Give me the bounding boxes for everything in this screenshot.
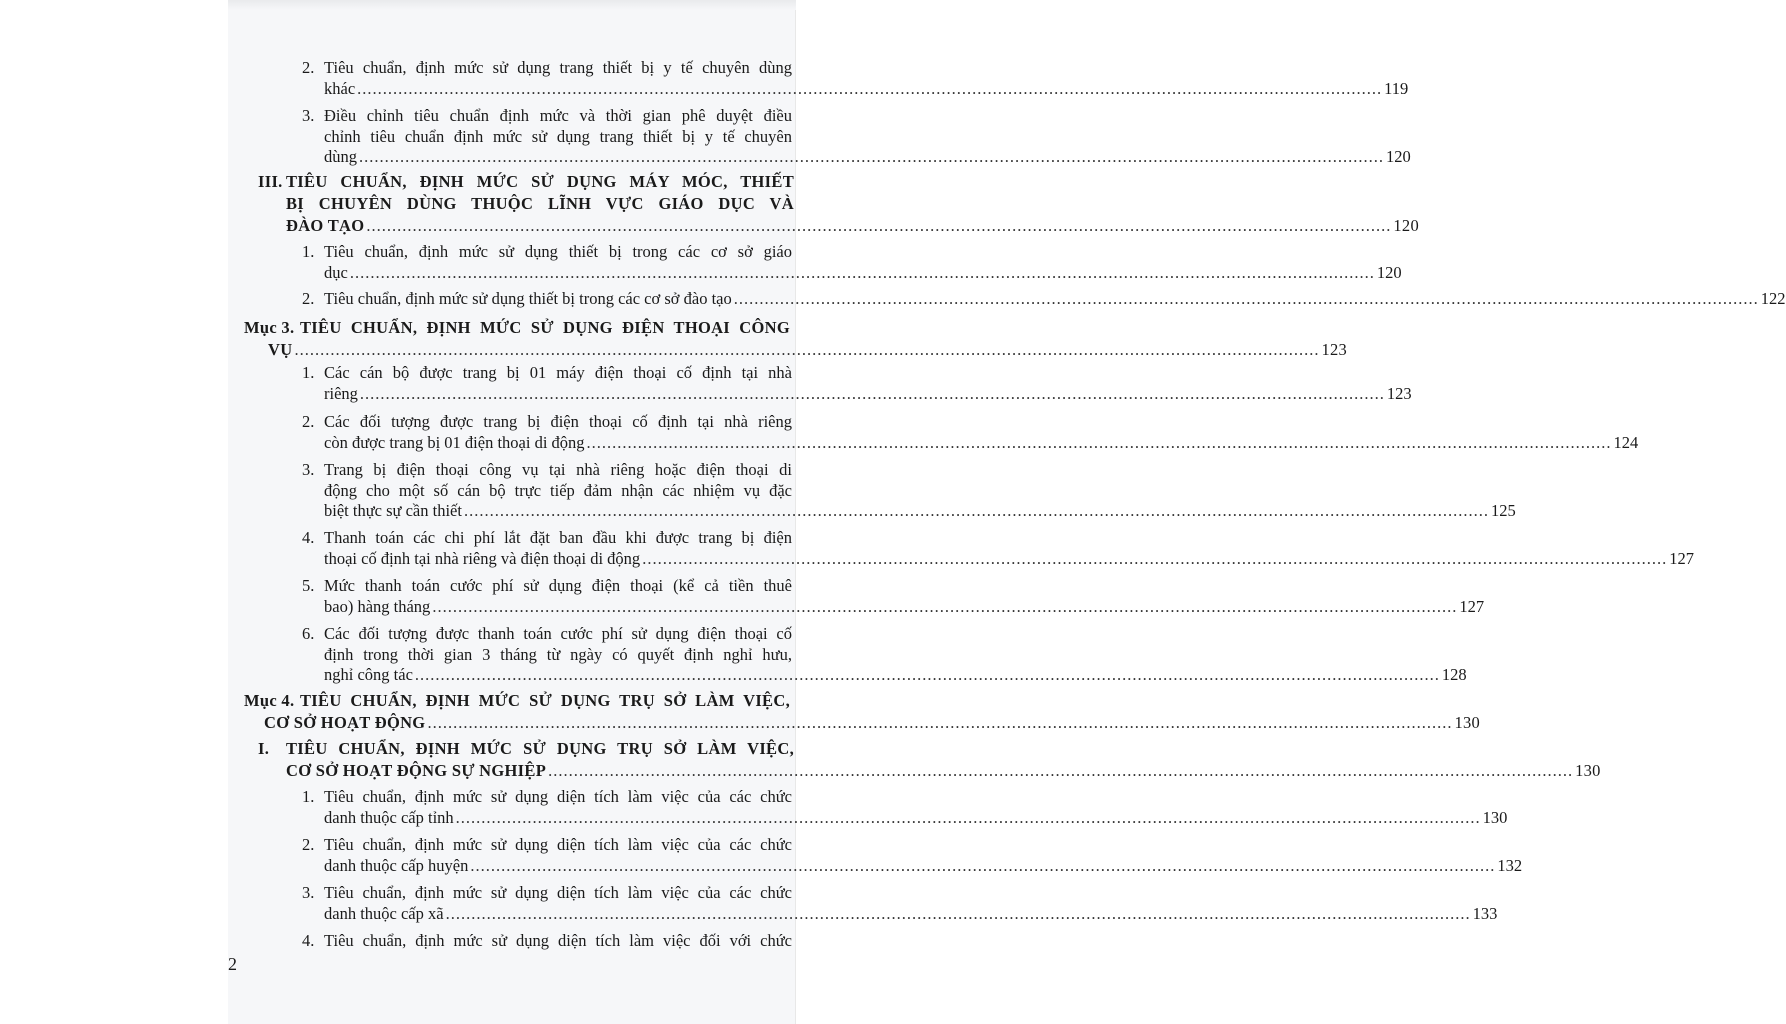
toc-entry-number: 3. bbox=[302, 106, 315, 125]
toc-entry-leader-line bbox=[324, 147, 1411, 167]
toc-entry-leader-line bbox=[324, 855, 1523, 876]
toc-entry-number: 2. bbox=[302, 412, 315, 431]
toc-entry-text-end: nghỉ công tác bbox=[324, 665, 413, 684]
toc-entry-text-line: TIÊU CHUẨN, ĐỊNH MỨC SỬ DỤNG MÁY MÓC, THIẾT bbox=[286, 172, 794, 191]
toc-entry-number: 2. bbox=[302, 289, 315, 308]
toc-entry-text-end: VỤ bbox=[268, 340, 293, 359]
dot-leader: ........................................................................................................................................................................................................ bbox=[357, 78, 1383, 98]
toc-entry-text-end: bao) hàng tháng bbox=[324, 596, 431, 616]
toc-entry-text-line: Điều chỉnh tiêu chuẩn định mức và thời gian phê duyệt điều bbox=[324, 106, 792, 125]
toc-entry-page: 124 bbox=[1613, 432, 1639, 452]
toc-entry-text-end: dục bbox=[324, 262, 348, 282]
toc-entry-text-line: Tiêu chuẩn, định mức sử dụng diện tích làm việc đối với chức bbox=[324, 931, 792, 950]
dot-leader: ........................................................................................................................................................................................................ bbox=[366, 216, 1392, 235]
toc-entry-text-line: Trang bị điện thoại công vụ tại nhà riêng hoặc điện thoại di bbox=[324, 460, 792, 479]
toc-entry-number: 5. bbox=[302, 576, 315, 595]
toc-entry-number: 1. bbox=[302, 787, 315, 806]
toc-entry-text-line: Các đối tượng được thanh toán cước phí sử dụng điện thoại cố bbox=[324, 624, 792, 643]
toc-entry-page: 122 bbox=[1760, 289, 1786, 308]
dot-leader: ........................................................................................................................................................................................................ bbox=[359, 383, 1385, 403]
toc-entry-page: 128 bbox=[1441, 665, 1467, 684]
toc-entry-leader-line bbox=[324, 807, 1508, 828]
toc-entry-page: 130 bbox=[1482, 807, 1508, 827]
toc-entry-number: Mục 3. bbox=[244, 318, 295, 337]
toc-entry-leader-line bbox=[324, 596, 1485, 617]
toc-entry-text-end: CƠ SỞ HOẠT ĐỘNG SỰ NGHIỆP bbox=[286, 761, 547, 780]
toc-entry-page: 130 bbox=[1575, 761, 1601, 780]
toc-entry-number: 4. bbox=[302, 528, 315, 547]
toc-entry-leader-line bbox=[324, 383, 1412, 404]
toc-entry-leader-line bbox=[324, 262, 1402, 283]
toc-entry-text-line: Thanh toán các chi phí lắt đặt ban đầu khi được trang bị điện bbox=[324, 528, 792, 547]
dot-leader: ........................................................................................................................................................................................................ bbox=[414, 665, 1440, 684]
dot-leader: ........................................................................................................................................................................................................ bbox=[586, 432, 1612, 452]
toc-entry-text-line: chỉnh tiêu chuẩn định mức sử dụng trang thiết bị y tế chuyên bbox=[324, 126, 792, 146]
toc-entry-number: 2. bbox=[302, 835, 315, 854]
toc-entry-leader-line bbox=[324, 665, 1467, 685]
toc-entry-text-end: ĐÀO TẠO bbox=[286, 216, 365, 235]
toc-entry-text-line: Tiêu chuẩn, định mức sử dụng diện tích làm việc của các chức bbox=[324, 787, 792, 806]
toc-entry-text-line: Các cán bộ được trang bị 01 máy điện thoại cố định tại nhà bbox=[324, 363, 792, 382]
toc-entry-text-end: danh thuộc cấp huyện bbox=[324, 855, 469, 875]
toc-entry-number: 1. bbox=[302, 363, 315, 382]
toc-entry-text-end: danh thuộc cấp tỉnh bbox=[324, 807, 454, 827]
toc-entry-number: 6. bbox=[302, 624, 315, 643]
page-number: 2 bbox=[228, 954, 237, 974]
toc-entry-text-end: dùng bbox=[324, 147, 357, 166]
toc-entry-text-end: Tiêu chuẩn, định mức sử dụng thiết bị trong các cơ sở đào tạo bbox=[324, 289, 732, 308]
toc-entry-text-line: Tiêu chuẩn, định mức sử dụng diện tích làm việc của các chức bbox=[324, 835, 792, 854]
toc-entry-page: 123 bbox=[1386, 383, 1412, 403]
dot-leader: ........................................................................................................................................................................................................ bbox=[455, 807, 1481, 827]
toc-entry-number: Mục 4. bbox=[244, 691, 295, 710]
toc-entry-page: 120 bbox=[1386, 147, 1411, 166]
dot-leader: ........................................................................................................................................................................................................ bbox=[463, 501, 1489, 520]
toc-entry-leader-line bbox=[286, 216, 1420, 236]
toc-entry-text-line: Các đối tượng được trang bị điện thoại cố định tại nhà riêng bbox=[324, 412, 792, 431]
toc-entry-leader-line bbox=[324, 78, 1409, 99]
toc-entry-text-end: CƠ SỞ HOẠT ĐỘNG bbox=[264, 713, 426, 732]
toc-entry-text-end: còn được trang bị 01 điện thoại di động bbox=[324, 432, 585, 452]
dot-leader: ........................................................................................................................................................................................................ bbox=[427, 713, 1453, 732]
toc-entry-text-end: biệt thực sự cần thiết bbox=[324, 501, 462, 520]
toc-entry-text-line: Tiêu chuẩn, định mức sử dụng diện tích làm việc của các chức bbox=[324, 883, 792, 902]
toc-entry-leader-line bbox=[324, 903, 1498, 924]
toc-entry-number: I. bbox=[258, 739, 270, 758]
toc-entry-text-line: động cho một số cán bộ trực tiếp đảm nhận các nhiệm vụ đặc bbox=[324, 480, 792, 500]
toc-entry-text-line: TIÊU CHUẨN, ĐỊNH MỨC SỬ DỤNG TRỤ SỞ LÀM VIỆC, bbox=[300, 691, 790, 710]
dot-leader: ........................................................................................................................................................................................................ bbox=[470, 855, 1496, 875]
toc-entry-number: 1. bbox=[302, 242, 315, 261]
toc-entry-page: 125 bbox=[1490, 501, 1516, 520]
toc-entry-text-line: BỊ CHUYÊN DÙNG THUỘC LĨNH VỰC GIÁO DỤC VÀ bbox=[286, 194, 794, 213]
toc-entry-page: 133 bbox=[1472, 903, 1498, 923]
toc-entry-page: 127 bbox=[1669, 548, 1694, 568]
toc-entry-text-line: Tiêu chuẩn, định mức sử dụng trang thiết bị y tế chuyên dùng bbox=[324, 58, 792, 77]
dot-leader: ........................................................................................................................................................................................................ bbox=[294, 340, 1320, 359]
toc-entry-text-line: TIÊU CHUẨN, ĐỊNH MỨC SỬ DỤNG TRỤ SỞ LÀM VIỆC, bbox=[286, 739, 794, 758]
toc-entry-page: 123 bbox=[1321, 340, 1348, 359]
dot-leader: ........................................................................................................................................................................................................ bbox=[642, 548, 1668, 568]
toc-entry-number: 4. bbox=[302, 931, 315, 950]
toc-entry-leader-line bbox=[264, 713, 1481, 733]
toc-entry-number: III. bbox=[258, 172, 283, 191]
toc-entry-text-line: TIÊU CHUẨN, ĐỊNH MỨC SỬ DỤNG ĐIỆN THOẠI CÔNG bbox=[300, 318, 790, 337]
toc-entry-leader-line bbox=[324, 501, 1516, 521]
toc-entry-text-line: Mức thanh toán cước phí sử dụng điện thoại (kể cả tiền thuê bbox=[324, 576, 792, 595]
toc-entry-text-line: định trong thời gian 3 tháng từ ngày có quyết định nghỉ hưu, bbox=[324, 644, 792, 664]
toc-entry-page: 120 bbox=[1393, 216, 1420, 235]
dot-leader: ........................................................................................................................................................................................................ bbox=[359, 147, 1384, 166]
toc-entry-number: 2. bbox=[302, 58, 315, 77]
toc-entry-leader-line bbox=[324, 548, 1694, 569]
toc-entry-page: 119 bbox=[1384, 78, 1409, 98]
toc-entry-text-line: Tiêu chuẩn, định mức sử dụng thiết bị trong các cơ sở giáo bbox=[324, 242, 792, 261]
toc-entry-leader-line bbox=[268, 340, 1348, 360]
toc-entry-text-end: riêng bbox=[324, 383, 358, 403]
toc-entry-page: 132 bbox=[1497, 855, 1523, 875]
dot-leader: ........................................................................................................................................................................................................ bbox=[733, 289, 1759, 308]
dot-leader: ........................................................................................................................................................................................................ bbox=[445, 903, 1471, 923]
toc-entry-text-end: khác bbox=[324, 78, 356, 98]
toc-entry-text-end: thoại cố định tại nhà riêng và điện thoại di động bbox=[324, 548, 641, 568]
toc-entry-page: 127 bbox=[1459, 596, 1485, 616]
toc-entry-leader-line bbox=[324, 289, 1786, 309]
toc-entry-page: 130 bbox=[1454, 713, 1481, 732]
toc-entry-text-end: danh thuộc cấp xã bbox=[324, 903, 444, 923]
dot-leader: ........................................................................................................................................................................................................ bbox=[548, 761, 1574, 780]
page-top-edge bbox=[228, 0, 796, 10]
toc-entry-number: 3. bbox=[302, 460, 315, 479]
toc-entry-page: 120 bbox=[1376, 262, 1402, 282]
toc-entry-number: 3. bbox=[302, 883, 315, 902]
toc-entry-leader-line bbox=[324, 432, 1639, 453]
dot-leader: ........................................................................................................................................................................................................ bbox=[349, 262, 1375, 282]
toc-entry-leader-line bbox=[286, 761, 1601, 781]
dot-leader: ........................................................................................................................................................................................................ bbox=[432, 596, 1458, 616]
